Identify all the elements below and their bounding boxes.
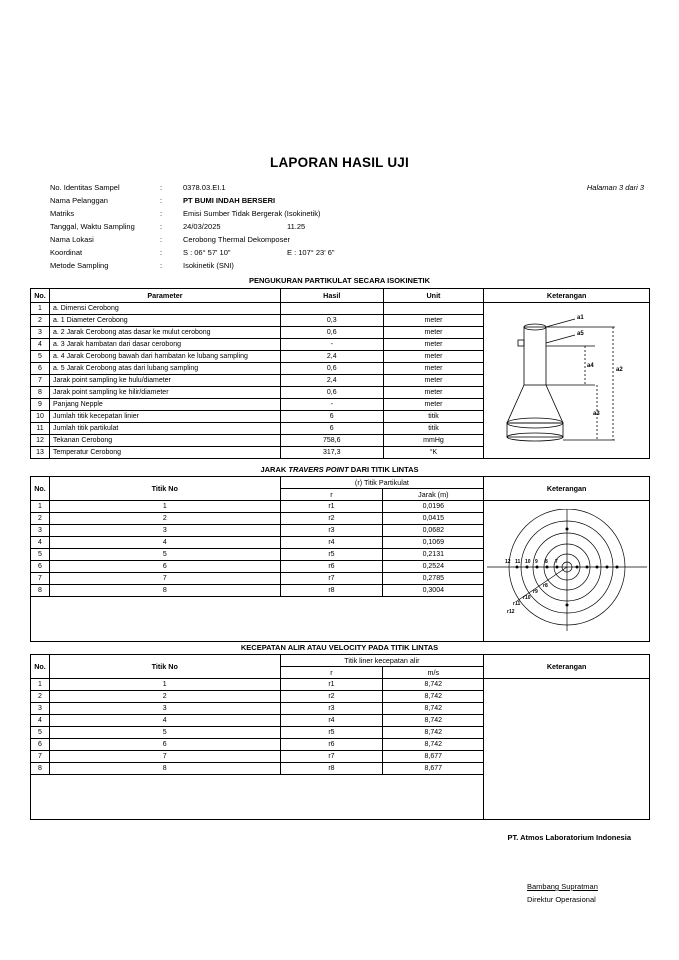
row-r: r6 [280,561,383,573]
row-unit: meter [383,387,484,399]
filler-cell [31,597,484,642]
row-no: 12 [31,435,50,447]
row-no: 8 [31,387,50,399]
info-value: Emisi Sumber Tidak Bergerak (Isokinetik) [183,209,321,218]
info-value: Cerobong Thermal Dekomposer [183,235,290,244]
info-label: Matriks [50,209,75,218]
info-label: Tanggal, Waktu Sampling [50,222,135,231]
row-no: 11 [31,423,50,435]
row-hasil: 758,6 [280,435,383,447]
row-parameter: Jarak point sampling ke hilir/diameter [49,387,280,399]
row-no: 1 [31,303,50,315]
row-hasil: 0,6 [280,327,383,339]
row-no: 4 [31,339,50,351]
diagram-label-a3: a3 [593,411,600,417]
row-no: 4 [31,715,50,727]
row-hasil: 2,4 [280,375,383,387]
row-titik: 4 [49,537,280,549]
section-title-post: DARI TITIK LINTAS [348,465,419,474]
row-jarak: 0,0415 [383,513,484,525]
row-velocity: 8,742 [383,703,484,715]
col-header-unit: m/s [383,667,484,679]
row-velocity: 8,742 [383,727,484,739]
row-velocity: 8,742 [383,715,484,727]
col-header-r: r [280,489,383,501]
info-label: No. Identitas Sampel [50,183,120,192]
row-no: 3 [31,525,50,537]
diagram-label-a4: a4 [587,363,594,369]
row-r: r3 [280,703,383,715]
row-no: 5 [31,727,50,739]
row-velocity: 8,677 [383,751,484,763]
row-titik: 5 [49,727,280,739]
row-no: 7 [31,751,50,763]
diagram-label-r9: r9 [533,589,538,595]
row-titik: 8 [49,763,280,775]
row-no: 3 [31,327,50,339]
row-titik: 7 [49,751,280,763]
row-hasil: 2,4 [280,351,383,363]
info-colon: : [160,183,163,192]
row-parameter: Jumlah titik partikulat [49,423,280,435]
col-header-jarak: Jarak (m) [383,489,484,501]
section-title-travers [0,465,679,474]
row-hasil: 317,3 [280,447,383,459]
row-unit: meter [383,375,484,387]
row-titik: 5 [49,549,280,561]
row-no: 2 [31,513,50,525]
diagram-label-7: 7 [555,559,558,565]
col-header-r: r [280,667,383,679]
filler-cell [31,775,484,820]
row-jarak: 0,2524 [383,561,484,573]
row-jarak: 0,2131 [383,549,484,561]
row-no: 7 [31,375,50,387]
row-titik: 2 [49,513,280,525]
col-header-hasil: Hasil [280,289,383,303]
diagram-label-a2: a2 [616,367,623,373]
velocity-rows [31,679,650,820]
row-velocity: 8,742 [383,739,484,751]
row-no: 6 [31,561,50,573]
row-unit: °K [383,447,484,459]
row-no: 10 [31,411,50,423]
row-unit: meter [383,399,484,411]
row-unit [383,303,484,315]
info-value: 0378.03.EI.1 [183,183,226,192]
diagram-label-12: 12 [505,559,511,565]
row-jarak: 0,3004 [383,585,484,597]
row-parameter: a. Dimensi Cerobong [49,303,280,315]
section-title-velocity: KECEPATAN ALIR ATAU VELOCITY PADA TITIK LINTAS [240,643,439,652]
signer-name: Bambang Supratman [527,882,598,891]
row-no: 6 [31,739,50,751]
col-header-group: (r) Titik Partikulat [280,477,484,489]
row-titik: 1 [49,501,280,513]
row-parameter: a. 2 Jarak Cerobong atas dasar ke mulut cerobong [49,327,280,339]
row-parameter: a. 1 Diameter Cerobong [49,315,280,327]
row-r: r5 [280,549,383,561]
report-title: LAPORAN HASIL UJI [270,155,409,170]
section-title-isokinetik: PENGUKURAN PARTIKULAT SECARA ISOKINETIK [248,276,431,285]
chimney-diagram-icon [485,305,649,460]
row-r: r3 [280,525,383,537]
col-header-titik: Titik No [49,477,280,501]
row-titik: 3 [49,525,280,537]
table-row [31,679,650,691]
row-no: 3 [31,703,50,715]
row-hasil: 6 [280,411,383,423]
row-titik: 6 [49,739,280,751]
col-header-no: No. [31,289,50,303]
row-titik: 8 [49,585,280,597]
section-title-pre: JARAK [260,465,289,474]
row-r: r4 [280,715,383,727]
diagram-label-8: 8 [545,559,548,565]
page-number: Halaman 3 dari 3 [586,183,644,192]
row-no: 8 [31,585,50,597]
row-r: r8 [280,763,383,775]
row-no: 5 [31,351,50,363]
row-parameter: Jarak point sampling ke hulu/diameter [49,375,280,387]
col-header-no: No. [31,477,50,501]
row-no: 9 [31,399,50,411]
row-unit: meter [383,327,484,339]
col-header-parameter: Parameter [49,289,280,303]
row-parameter: Panjang Nepple [49,399,280,411]
row-r: r7 [280,751,383,763]
row-unit: meter [383,351,484,363]
col-header-no: No. [31,655,50,679]
diagram-label-9: 9 [535,559,538,565]
row-hasil: - [280,339,383,351]
row-hasil: 0,6 [280,363,383,375]
row-no: 1 [31,501,50,513]
row-keterangan [484,679,650,820]
row-unit: meter [383,315,484,327]
row-velocity: 8,742 [383,679,484,691]
signer-position: Direktur Operasional [527,895,596,904]
diagram-label-r10: r10 [523,595,531,601]
company-name: PT. Atmos Laboratorium Indonesia [507,833,631,842]
info-colon: : [160,209,163,218]
row-hasil: 0,6 [280,387,383,399]
row-titik: 1 [49,679,280,691]
col-header-keterangan: Keterangan [484,655,650,679]
info-extra: E : 107° 23' 6" [287,248,335,257]
row-parameter: Jumlah titik kecepatan linier [49,411,280,423]
col-header-titik: Titik No [49,655,280,679]
diagram-label-r11: r11 [513,601,521,607]
info-value: S : 06° 57' 10" [183,248,231,257]
row-jarak: 0,0196 [383,501,484,513]
row-r: r4 [280,537,383,549]
row-velocity: 8,677 [383,763,484,775]
row-jarak: 0,2785 [383,573,484,585]
col-header-keterangan: Keterangan [484,289,650,303]
info-value: PT BUMI INDAH BERSERI [183,196,276,205]
row-titik: 3 [49,703,280,715]
row-r: r2 [280,691,383,703]
row-parameter: Temperatur Cerobong [49,447,280,459]
row-parameter: a. 3 Jarak hambatan dari dasar cerobong [49,339,280,351]
info-colon: : [160,222,163,231]
row-no: 2 [31,691,50,703]
row-jarak: 0,0682 [383,525,484,537]
row-no: 7 [31,573,50,585]
row-r: r7 [280,573,383,585]
row-hasil [280,303,383,315]
info-label: Nama Pelanggan [50,196,108,205]
row-r: r2 [280,513,383,525]
diagram-label-10: 10 [525,559,531,565]
info-colon: : [160,248,163,257]
info-value: Isokinetik (SNI) [183,261,234,270]
traverse-point-diagram-icon [487,509,647,639]
info-extra: 11.25 [287,222,306,231]
row-hasil: - [280,399,383,411]
row-hasil: 0,3 [280,315,383,327]
diagram-label-r12: r12 [507,609,515,615]
row-unit: titik [383,423,484,435]
row-no: 8 [31,763,50,775]
row-r: r8 [280,585,383,597]
row-unit: meter [383,339,484,351]
row-parameter: Tekanan Cerobong [49,435,280,447]
info-label: Nama Lokasi [50,235,94,244]
row-no: 1 [31,679,50,691]
info-colon: : [160,235,163,244]
row-parameter: a. 5 Jarak Cerobong atas dari lubang sampling [49,363,280,375]
row-titik: 7 [49,573,280,585]
row-titik: 4 [49,715,280,727]
row-no: 6 [31,363,50,375]
info-value: 24/03/2025 [183,222,221,231]
row-r: r6 [280,739,383,751]
row-unit: meter [383,363,484,375]
row-hasil: 6 [280,423,383,435]
section-title-em: TRAVERS POINT [288,465,349,474]
row-parameter: a. 4 Jarak Cerobong bawah dari hambatan ke lubang sampling [49,351,280,363]
row-no: 2 [31,315,50,327]
row-titik: 6 [49,561,280,573]
diagram-label-11: 11 [515,559,521,565]
row-unit: mmHg [383,435,484,447]
col-header-unit: Unit [383,289,484,303]
row-no: 5 [31,549,50,561]
row-no: 4 [31,537,50,549]
row-velocity: 8,742 [383,691,484,703]
row-jarak: 0,1069 [383,537,484,549]
row-r: r1 [280,501,383,513]
row-r: r5 [280,727,383,739]
col-header-group: Titik liner kecepatan alir [280,655,484,667]
col-header-keterangan: Keterangan [484,477,650,501]
row-titik: 2 [49,691,280,703]
diagram-label-r8: r8 [543,583,548,589]
velocity-table [30,654,650,820]
row-no: 13 [31,447,50,459]
info-colon: : [160,196,163,205]
diagram-label-a5: a5 [577,331,584,337]
row-unit: titik [383,411,484,423]
diagram-label-a1: a1 [577,315,584,321]
info-colon: : [160,261,163,270]
row-r: r1 [280,679,383,691]
info-label: Koordinat [50,248,83,257]
info-label: Metode Sampling [50,261,109,270]
